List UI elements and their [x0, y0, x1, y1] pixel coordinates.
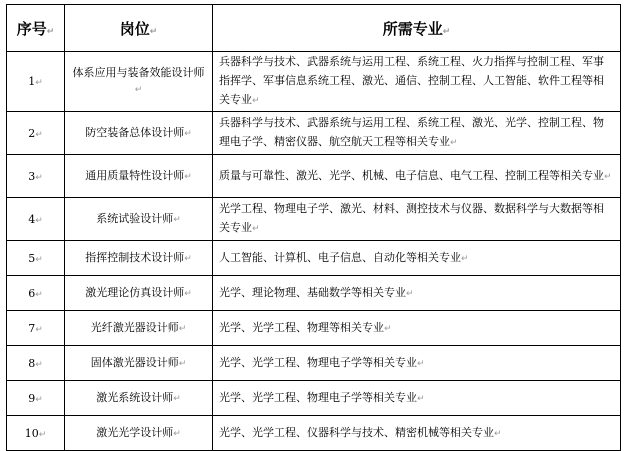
cell-mark: ↵ — [252, 96, 260, 106]
table-row — [7, 346, 621, 381]
row-position: 光纤激光器设计师↵ — [65, 311, 213, 346]
cell-mark: ↵ — [35, 215, 43, 226]
cell-mark: ↵ — [149, 26, 158, 37]
row-majors: 光学、光学工程、物理等相关专业↵ — [213, 311, 621, 346]
cell-mark: ↵ — [406, 288, 414, 299]
row-position: 固体激光器设计师↵ — [65, 346, 213, 381]
row-majors: 光学、光学工程、仪器科学与技术、精密机械等相关专业↵ — [213, 416, 621, 451]
row-position: 指挥控制技术设计师↵ — [65, 241, 213, 276]
table-row — [7, 198, 621, 241]
cell-mark: ↵ — [442, 26, 451, 37]
row-majors: 兵器科学与技术、武器系统与运用工程、系统工程、火力指挥与控制工程、军事指挥学、军事信息系统工程、激光、通信、控制工程、人工智能、软件工程等相关专业↵ — [213, 52, 621, 112]
header-majors: 所需专业↵ — [213, 5, 621, 52]
cell-mark: ↵ — [134, 85, 143, 95]
row-number: 6↵ — [7, 276, 65, 311]
cell-mark: ↵ — [450, 138, 458, 148]
cell-mark: ↵ — [184, 253, 192, 264]
header-seq: 序号↵ — [7, 5, 65, 52]
table-row — [7, 52, 621, 112]
table-row — [7, 381, 621, 416]
row-majors: 兵器科学与技术、武器系统与运用工程、系统工程、激光、光学、控制工程、物理电子学、精密仪器、航空航天工程等相关专业↵ — [213, 112, 621, 155]
table-row — [7, 276, 621, 311]
cell-mark: ↵ — [604, 171, 612, 182]
cell-mark: ↵ — [178, 323, 187, 334]
cell-mark: ↵ — [35, 172, 43, 183]
row-position: 激光理论仿真设计师↵ — [65, 276, 213, 311]
row-majors: 人工智能、计算机、电子信息、自动化等相关专业↵ — [213, 241, 621, 276]
row-majors: 光学工程、物理电子学、激光、材料、测控技术与仪器、数据科学与大数据等相关专业↵ — [213, 198, 621, 241]
cell-mark: ↵ — [178, 358, 187, 369]
row-number: 7↵ — [7, 311, 65, 346]
row-number: 3↵ — [7, 155, 65, 198]
recruitment-table — [6, 4, 621, 451]
cell-mark: ↵ — [417, 393, 425, 404]
cell-mark: ↵ — [35, 359, 43, 370]
cell-mark: ↵ — [417, 358, 425, 369]
table-row — [7, 241, 621, 276]
row-number: 10↵ — [7, 416, 65, 451]
cell-mark: ↵ — [184, 128, 192, 139]
cell-mark: ↵ — [173, 428, 181, 439]
row-number: 4↵ — [7, 198, 65, 241]
row-number: 5↵ — [7, 241, 65, 276]
cell-mark: ↵ — [35, 129, 43, 140]
cell-mark: ↵ — [461, 253, 469, 264]
row-number: 9↵ — [7, 381, 65, 416]
row-position: 激光光学设计师↵ — [65, 416, 213, 451]
row-position: 体系应用与装备效能设计师↵ — [65, 52, 213, 112]
cell-mark: ↵ — [252, 224, 260, 234]
row-majors: 质量与可靠性、激光、光学、机械、电子信息、电气工程、控制工程等相关专业↵ — [213, 155, 621, 198]
cell-mark: ↵ — [35, 289, 43, 300]
cell-mark: ↵ — [35, 78, 43, 88]
cell-mark: ↵ — [184, 288, 192, 299]
table-row — [7, 155, 621, 198]
row-position: 防空装备总体设计师↵ — [65, 112, 213, 155]
table-row — [7, 112, 621, 155]
table-row — [7, 311, 621, 346]
cell-mark: ↵ — [38, 429, 47, 440]
cell-mark: ↵ — [173, 214, 181, 225]
row-position: 系统试验设计师↵ — [65, 198, 213, 241]
cell-mark: ↵ — [35, 394, 43, 405]
row-position: 通用质量特性设计师↵ — [65, 155, 213, 198]
row-position: 激光系统设计师↵ — [65, 381, 213, 416]
row-number: 1↵ — [7, 52, 65, 112]
row-majors: 光学、光学工程、物理电子学等相关专业↵ — [213, 346, 621, 381]
cell-mark: ↵ — [173, 393, 181, 404]
table-row — [7, 416, 621, 451]
cell-mark: ↵ — [46, 26, 55, 37]
cell-mark: ↵ — [384, 323, 392, 334]
cell-mark: ↵ — [35, 254, 43, 265]
row-majors: 光学、理论物理、基础数学等相关专业↵ — [213, 276, 621, 311]
header-row — [7, 5, 621, 52]
cell-mark: ↵ — [184, 171, 192, 182]
header-position: 岗位↵ — [65, 5, 213, 52]
row-number: 2↵ — [7, 112, 65, 155]
row-majors: 光学、光学工程、物理电子学等相关专业↵ — [213, 381, 621, 416]
cell-mark: ↵ — [35, 324, 43, 335]
row-number: 8↵ — [7, 346, 65, 381]
cell-mark: ↵ — [494, 428, 502, 439]
